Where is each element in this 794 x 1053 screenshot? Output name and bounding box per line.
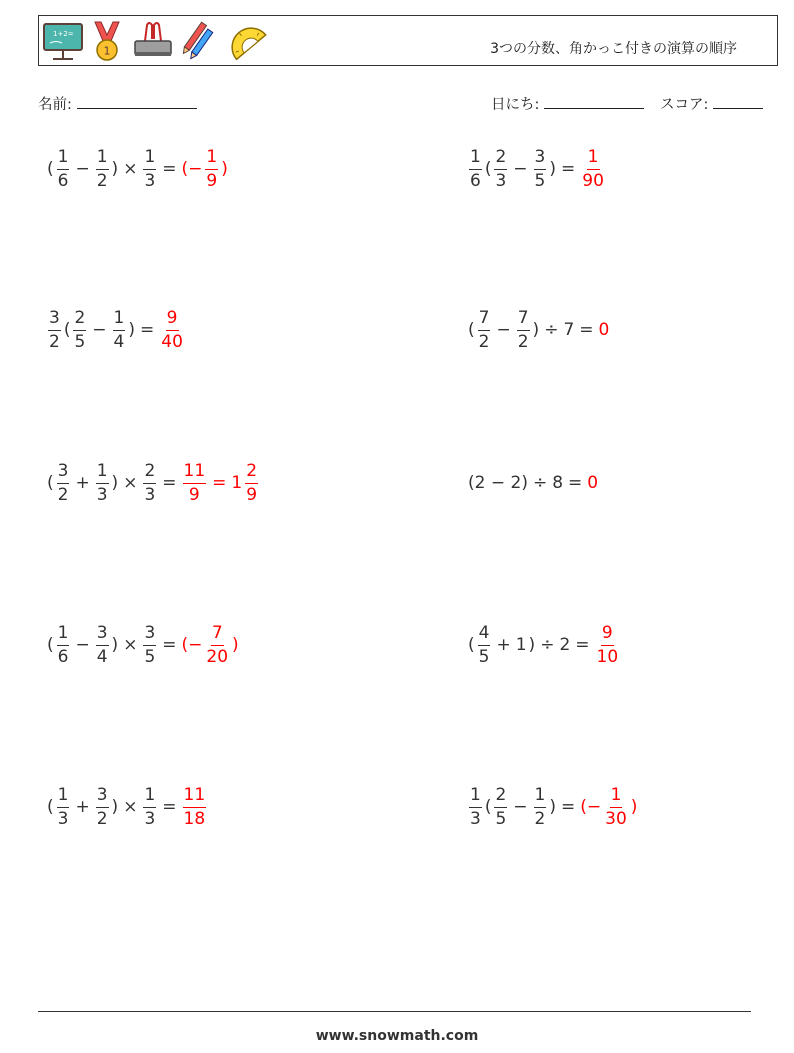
expression-text: ) [111,797,119,817]
expression-text: ( [484,797,492,817]
answer [181,460,261,505]
numerator: 1 [96,149,109,170]
fraction [245,460,258,505]
numerator: 3 [57,463,70,484]
answer [181,622,240,667]
problem-2 [467,144,607,194]
denominator: 30 [605,808,627,829]
expression-text: 7 [563,320,575,340]
expression-text: ) [549,797,557,817]
problem-10 [467,782,638,832]
fraction [534,784,547,829]
operator: − [513,159,528,179]
expression-text: (− [580,797,602,817]
numerator: 9 [166,310,179,331]
denominator: 6 [57,646,69,667]
operator: ÷ [544,320,559,340]
expression-text: ) [630,797,638,817]
operator: = [162,635,177,655]
fraction [96,784,109,829]
answer [579,146,607,191]
fraction [48,307,61,352]
problem-5 [46,458,260,508]
numerator: 3 [48,310,61,331]
expression-text: (− [181,159,203,179]
fraction [96,460,109,505]
denominator: 3 [144,484,156,505]
protractor-icon [223,19,269,67]
answer [579,784,638,829]
numerator: 2 [143,463,156,484]
expression-text: ) [128,320,136,340]
numerator: 2 [494,787,507,808]
fraction [73,307,86,352]
operator: × [123,635,138,655]
numerator: 7 [478,310,491,331]
fraction [478,622,491,667]
denominator: 4 [113,331,125,352]
numerator: 1 [205,149,218,170]
expression-text: ) [528,635,536,655]
score-line[interactable] [713,96,763,109]
numerator: 1 [469,787,482,808]
expression-text: ) [549,159,557,179]
numerator: 11 [183,787,207,808]
fraction [469,784,482,829]
fraction [113,307,126,352]
fraction [581,146,605,191]
date-label: 日にち: [491,97,540,113]
fraction [183,784,207,829]
fraction [596,622,620,667]
problem-4 [467,305,610,355]
operator: ÷ [532,473,548,493]
denominator: 5 [534,170,546,191]
operator: − [75,635,90,655]
expression-text: ) [111,159,119,179]
answer [586,473,599,493]
date-field [491,93,644,114]
operator: = [575,635,590,655]
answer [598,320,611,340]
operator: = [162,473,177,493]
expression-text: ) [532,320,540,340]
expression-text: 2 [559,635,571,655]
operator: − [75,159,90,179]
expression-text: ) [111,635,119,655]
fraction [143,146,156,191]
expression-text: 1 [515,635,527,655]
operator: = [162,797,177,817]
expression-text: ( [47,159,54,179]
numerator: 3 [96,787,109,808]
name-field [38,93,197,114]
operator: + [75,473,90,493]
problem-3 [46,305,186,355]
score-label: スコア: [660,97,709,113]
numerator: 7 [517,310,530,331]
expression-text: ( [468,635,475,655]
problem-1 [46,144,229,194]
denominator: 9 [246,484,258,505]
denominator: 10 [596,646,619,667]
denominator: 9 [206,170,218,191]
denominator: 2 [478,331,490,352]
fraction [143,460,156,505]
fraction [57,460,70,505]
operator: + [496,635,511,655]
denominator: 3 [144,170,156,191]
fraction [205,622,229,667]
fraction [517,307,530,352]
numerator: 1 [96,463,109,484]
numerator: 9 [601,625,614,646]
numerator: 11 [183,463,207,484]
fraction [183,460,207,505]
expression-text: ) [232,635,239,655]
expression-text: ( [468,320,475,340]
svg-text:1+2=: 1+2= [53,30,74,38]
worksheet-header [38,15,778,66]
fraction [478,307,491,352]
svg-text:1: 1 [103,44,111,58]
problem-6 [467,458,599,508]
fraction [604,784,628,829]
numerator: 1 [57,149,70,170]
operator: − [92,320,107,340]
expression-text: 8 [552,473,564,493]
operator: × [123,473,138,493]
denominator: 90 [582,170,604,191]
numerator: 3 [534,149,547,170]
denominator: 6 [57,170,69,191]
fraction [143,784,156,829]
fraction [57,622,70,667]
numerator: 1 [113,310,126,331]
expression-text: ( [47,473,54,493]
numerator: 1 [143,149,156,170]
name-label: 名前: [38,97,72,113]
expression-text: (2 − 2) [468,473,528,493]
footer-website: www.snowmath.com [315,1028,479,1044]
expression-text: ) [221,159,228,179]
pencils-icon [177,19,217,67]
numerator: 2 [73,310,86,331]
score-field [660,93,763,114]
worksheet-title: 3つの分数、角かっこ付きの演算の順序 [490,41,737,57]
operator: × [123,159,138,179]
answer [594,622,622,667]
denominator: 3 [144,808,156,829]
operator: = [561,797,576,817]
denominator: 2 [49,331,60,352]
numerator: 1 [57,787,70,808]
operator: − [513,797,528,817]
operator: × [123,797,138,817]
numerator: 1 [587,149,600,170]
expression-text: ( [47,797,54,817]
name-line[interactable] [77,96,197,109]
denominator: 3 [470,808,481,829]
answer [181,784,209,829]
fraction [469,146,482,191]
numerator: 2 [245,463,258,484]
expression-text: ) [111,473,119,493]
expression-text: ( [484,159,492,179]
numerator: 1 [57,625,70,646]
numerator: 2 [494,149,507,170]
chalkboard-icon [41,19,85,67]
denominator: 5 [74,331,86,352]
denominator: 6 [470,170,481,191]
operator: + [75,797,90,817]
fraction [57,146,70,191]
expression-text: 0 [587,473,599,493]
operator: = [568,473,583,493]
denominator: 40 [161,331,183,352]
numerator: 1 [610,787,623,808]
answer [181,146,229,191]
numerator: 7 [211,625,224,646]
denominator: 20 [206,646,229,667]
fraction [143,622,156,667]
operator: = [162,159,177,179]
denominator: 5 [478,646,490,667]
denominator: 3 [495,170,507,191]
expression-text: (− [181,635,203,655]
fraction [57,784,70,829]
fraction [160,307,184,352]
operator: = [561,159,576,179]
fraction [205,146,218,191]
problem-7 [46,620,240,670]
denominator: 2 [534,808,546,829]
fraction [96,622,109,667]
operator: ÷ [540,635,555,655]
denominator: 2 [96,170,108,191]
denominator: 5 [495,808,507,829]
binder-clip-icon [131,19,175,67]
operator: = [212,473,227,493]
footer-divider [38,1011,751,1012]
expression-text: ( [47,635,54,655]
operator: − [496,320,511,340]
denominator: 5 [144,646,156,667]
denominator: 3 [96,484,108,505]
problem-8 [467,620,621,670]
denominator: 3 [57,808,69,829]
numerator: 1 [469,149,482,170]
expression-text: ( [63,320,71,340]
denominator: 2 [517,331,529,352]
denominator: 4 [96,646,108,667]
fraction [494,784,507,829]
date-line[interactable] [544,96,644,109]
numerator: 4 [478,625,491,646]
denominator: 2 [96,808,108,829]
numerator: 3 [96,625,109,646]
numerator: 3 [143,625,156,646]
fraction [494,146,507,191]
medal-icon [87,19,127,67]
problem-9 [46,782,208,832]
expression-text: 1 [231,473,243,493]
expression-text: 0 [598,320,610,340]
fraction [96,146,109,191]
denominator: 2 [57,484,69,505]
operator: = [579,320,594,340]
operator: = [140,320,155,340]
numerator: 1 [143,787,156,808]
denominator: 9 [188,484,200,505]
fraction [534,146,547,191]
denominator: 18 [183,808,206,829]
answer [158,307,186,352]
numerator: 1 [534,787,547,808]
